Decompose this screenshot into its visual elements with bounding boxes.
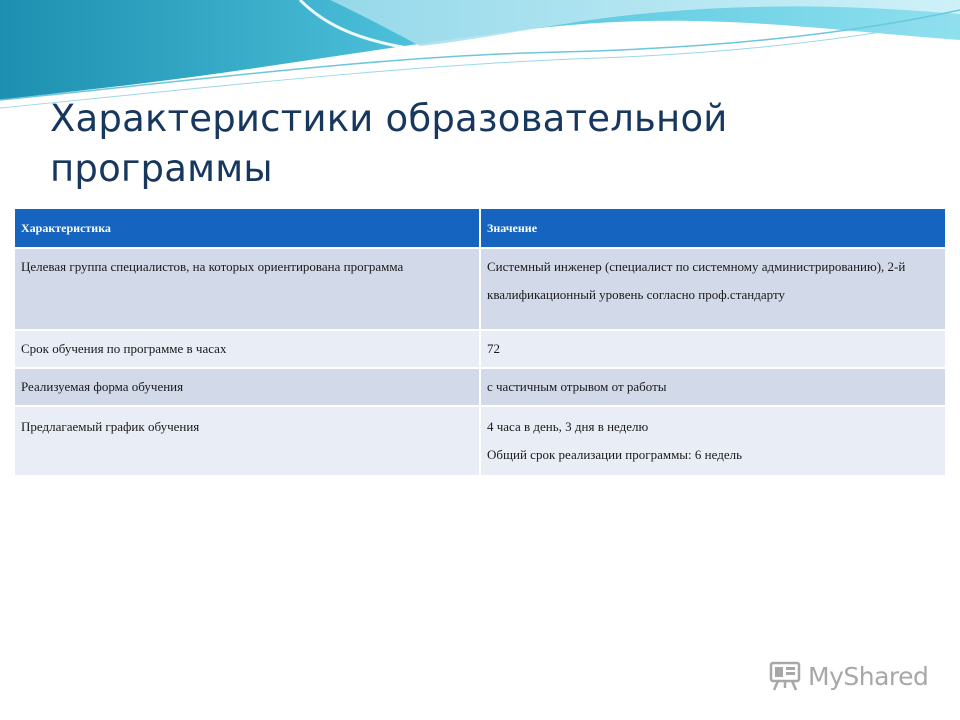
value-cell [479,367,945,405]
slide-title: Характеристики образовательной программы [50,97,728,190]
value-line: с частичным отрывом от работы [487,379,667,394]
table-row [15,405,945,475]
table-row [15,247,945,329]
value-cell [479,405,945,475]
value-line: Системный инженер (специалист по системному администрированию), 2-й квалификационный уровень согласно проф.стандарту [487,259,906,302]
table-row [15,329,945,367]
presentation-board-icon [768,659,802,693]
column-header-characteristic: Характеристика [15,209,479,247]
watermark-text: MyShared [808,661,929,691]
characteristic-cell: Целевая группа специалистов, на которых ориентирована программа [15,247,479,329]
myshared-watermark[interactable] [768,656,928,696]
value-line: 72 [487,341,500,356]
characteristic-cell: Предлагаемый график обучения [15,405,479,475]
table-row [15,367,945,405]
table-header-row [15,209,945,247]
program-characteristics-table [15,209,945,475]
value-cell [479,247,945,329]
characteristic-cell: Реализуемая форма обучения [15,367,479,405]
value-line: 4 часа в день, 3 дня в неделю [487,419,649,434]
value-cell [479,329,945,367]
value-line: Общий срок реализации программы: 6 недель [487,447,743,462]
column-header-value: Значение [479,209,945,247]
characteristic-cell: Срок обучения по программе в часах [15,329,479,367]
